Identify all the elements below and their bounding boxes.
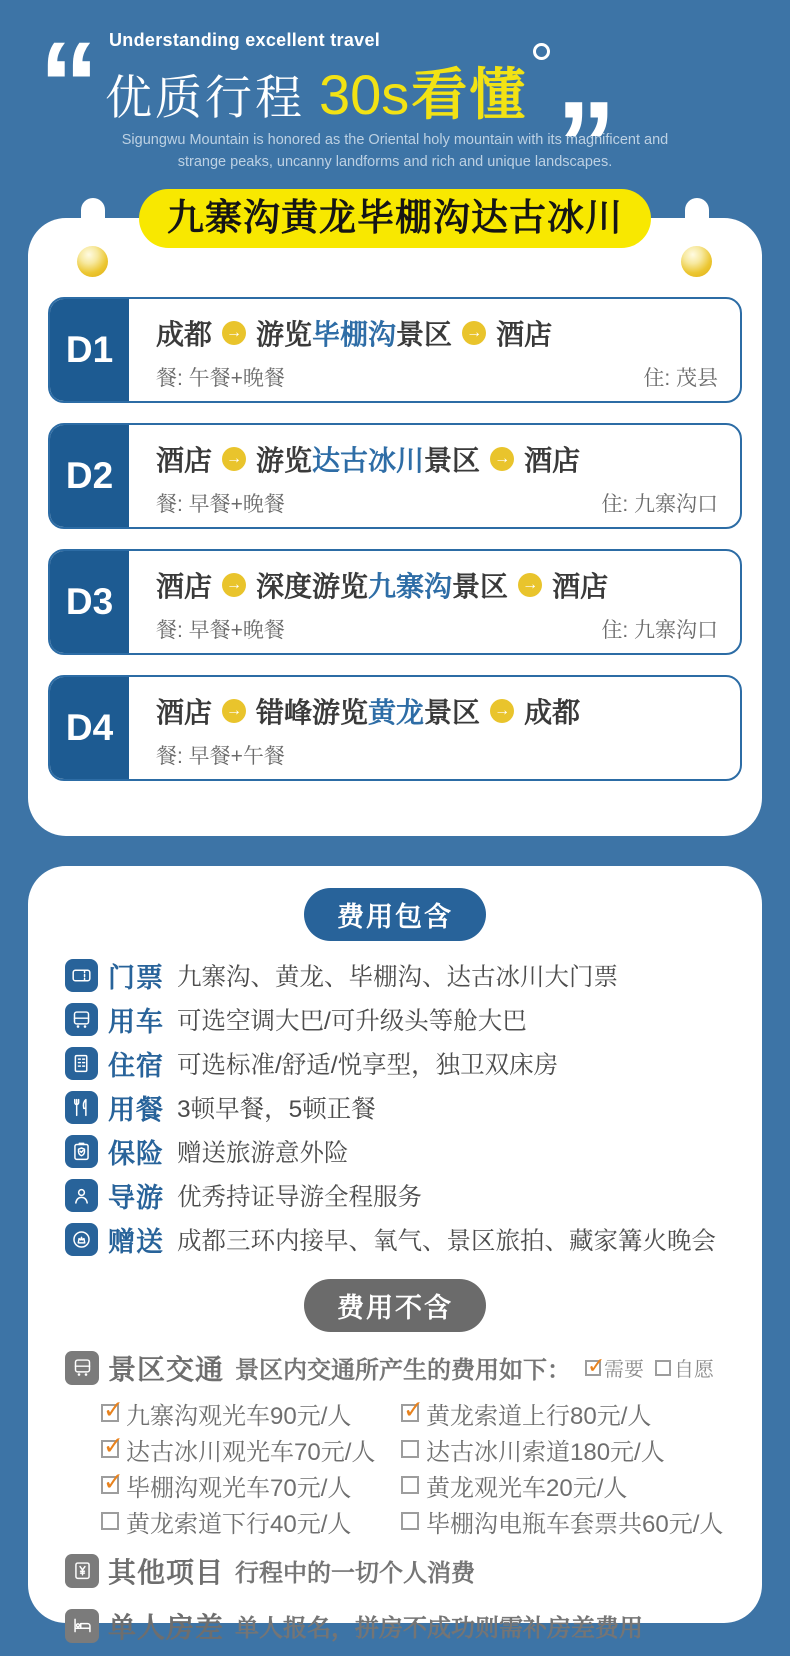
route-arrow-icon: → bbox=[518, 573, 542, 597]
route-highlight: 达古冰川 bbox=[312, 444, 425, 476]
checkbox-legend bbox=[579, 1353, 714, 1382]
fee-desc: 优秀持证导游全程服务 bbox=[177, 1184, 422, 1212]
day-route bbox=[156, 691, 718, 731]
day-list bbox=[48, 297, 742, 781]
route-highlight: 黄龙 bbox=[368, 696, 425, 728]
day-card-d4 bbox=[48, 675, 742, 781]
checkbox[interactable] bbox=[655, 1360, 671, 1376]
route-arrow-icon: → bbox=[222, 573, 246, 597]
day-route bbox=[156, 439, 718, 479]
route-text: 景区 bbox=[452, 570, 509, 602]
checkbox[interactable] bbox=[401, 1512, 419, 1530]
route-text: 酒店 bbox=[156, 570, 213, 602]
route-text: 酒店 bbox=[524, 444, 581, 476]
transport-option[interactable] bbox=[401, 1471, 762, 1500]
fee-row bbox=[65, 1086, 762, 1130]
transport-option[interactable] bbox=[101, 1471, 401, 1500]
route-text: 景区 bbox=[396, 318, 453, 350]
transport-option-label: 黄龙索道下行40元/人 bbox=[126, 1510, 352, 1538]
route-text: 成都 bbox=[156, 318, 213, 350]
day-body bbox=[129, 551, 740, 653]
fee-label: 保险 bbox=[108, 1139, 164, 1170]
bed-icon bbox=[65, 1609, 99, 1643]
checkbox[interactable] bbox=[401, 1440, 419, 1458]
transport-option[interactable] bbox=[401, 1507, 762, 1536]
fee-row bbox=[65, 1218, 762, 1262]
hanger-ball bbox=[77, 246, 108, 277]
route-arrow-icon: → bbox=[222, 321, 246, 345]
fees-included-list bbox=[28, 941, 762, 1262]
bus-icon bbox=[65, 1003, 98, 1036]
route-text: 游览 bbox=[256, 444, 313, 476]
fee-label: 用车 bbox=[108, 1007, 164, 1038]
day-card-d2 bbox=[48, 423, 742, 529]
excluded-fee-desc: 单人报名，拼房不成功则需补房差费用 bbox=[235, 1615, 644, 1643]
fee-row bbox=[65, 1042, 762, 1086]
day-meals: 餐: 早餐+晚餐 bbox=[156, 618, 285, 642]
fee-label: 门票 bbox=[108, 963, 164, 994]
checkbox-checked[interactable] bbox=[401, 1404, 419, 1422]
fees-included-header: 费用包含 bbox=[304, 888, 486, 941]
day-body bbox=[129, 677, 740, 779]
guide-icon bbox=[65, 1179, 98, 1212]
hotel-icon bbox=[65, 1047, 98, 1080]
checkbox[interactable] bbox=[401, 1476, 419, 1494]
fee-label: 赠送 bbox=[108, 1227, 164, 1258]
scenic-transport-label: 景区交通 bbox=[108, 1353, 225, 1385]
day-meta bbox=[156, 740, 718, 770]
subtitle-line2: strange peaks, uncanny landforms and rich and unique landscapes. bbox=[177, 154, 613, 171]
subtitle-line1: Sigungwu Mountain is honored as the Oriental holy mountain with its magnificent and bbox=[121, 132, 669, 148]
day-badge: D1 bbox=[50, 299, 129, 401]
route-arrow-icon: → bbox=[462, 321, 486, 345]
fee-desc: 成都三环内接早、氧气、景区旅拍、藏家篝火晚会 bbox=[177, 1228, 716, 1256]
fee-row bbox=[65, 1174, 762, 1218]
excluded-fee-desc: 行程中的一切个人消费 bbox=[235, 1560, 476, 1588]
fee-desc: 九寨沟、黄龙、毕棚沟、达古冰川大门票 bbox=[177, 964, 618, 992]
excluded-fee-label: 其他项目 bbox=[108, 1556, 225, 1588]
checkbox-checked[interactable] bbox=[101, 1404, 119, 1422]
route-text: 错峰游览 bbox=[256, 696, 369, 728]
legend-label: 自愿 bbox=[674, 1359, 715, 1382]
day-meta bbox=[156, 614, 718, 644]
transport-options-grid bbox=[28, 1388, 762, 1536]
fee-desc: 可选空调大巴/可升级头等舱大巴 bbox=[177, 1008, 527, 1036]
scenic-transport-desc: 景区内交通所产生的费用如下： bbox=[235, 1357, 572, 1385]
transport-option[interactable] bbox=[101, 1507, 401, 1536]
route-arrow-icon: → bbox=[222, 699, 246, 723]
fee-label: 住宿 bbox=[108, 1051, 164, 1082]
itinerary-card bbox=[28, 218, 762, 836]
route-text: 成都 bbox=[524, 696, 581, 728]
checkbox-checked[interactable] bbox=[101, 1476, 119, 1494]
route-text: 景区 bbox=[424, 444, 481, 476]
transport-option[interactable] bbox=[401, 1399, 762, 1428]
fee-desc: 赠送旅游意外险 bbox=[177, 1140, 349, 1168]
fee-label: 用餐 bbox=[108, 1095, 164, 1126]
other-fees-list bbox=[28, 1551, 762, 1656]
transport-option-label: 黄龙索道上行80元/人 bbox=[426, 1402, 652, 1430]
checkbox[interactable] bbox=[101, 1512, 119, 1530]
excluded-fee-row bbox=[28, 1606, 762, 1646]
transport-option[interactable] bbox=[101, 1435, 401, 1464]
day-stay: 住: 九寨沟口 bbox=[601, 618, 718, 642]
day-card-d3 bbox=[48, 549, 742, 655]
eyebrow-text: Understanding excellent travel bbox=[109, 30, 381, 50]
legend-label: 需要 bbox=[604, 1359, 645, 1382]
route-text: 酒店 bbox=[496, 318, 553, 350]
page-title bbox=[105, 51, 685, 126]
route-arrow-icon: → bbox=[490, 447, 514, 471]
route-arrow-icon: → bbox=[490, 699, 514, 723]
day-stay: 住: 茂县 bbox=[643, 366, 718, 390]
fees-card bbox=[28, 866, 762, 1643]
hero-subtitle bbox=[45, 129, 745, 174]
day-meals: 餐: 早餐+午餐 bbox=[156, 744, 285, 768]
day-badge: D2 bbox=[50, 425, 129, 527]
excluded-fee-label: 单人房差 bbox=[108, 1611, 225, 1643]
checkbox-checked[interactable] bbox=[585, 1360, 601, 1376]
degree-mark-icon bbox=[533, 43, 550, 60]
hanger-ball bbox=[681, 246, 712, 277]
transport-option-label: 达古冰川索道180元/人 bbox=[426, 1438, 665, 1466]
route-text: 酒店 bbox=[552, 570, 609, 602]
route-highlight: 九寨沟 bbox=[368, 570, 453, 602]
route-text: 酒店 bbox=[156, 444, 213, 476]
bus-icon bbox=[65, 1351, 99, 1385]
transport-option-label: 黄龙观光车20元/人 bbox=[426, 1474, 628, 1502]
excluded-fee-row bbox=[28, 1551, 762, 1591]
route-text: 游览 bbox=[256, 318, 313, 350]
transport-option-label: 九寨沟观光车90元/人 bbox=[126, 1402, 352, 1430]
transport-option-label: 毕棚沟电瓶车套票共60元/人 bbox=[426, 1510, 724, 1538]
route-arrow-icon: → bbox=[222, 447, 246, 471]
gift-icon bbox=[65, 1223, 98, 1256]
day-badge: D4 bbox=[50, 677, 129, 779]
day-meals: 餐: 早餐+晚餐 bbox=[156, 492, 285, 516]
fee-row bbox=[65, 954, 762, 998]
route-highlight: 毕棚沟 bbox=[312, 318, 397, 350]
scenic-transport-row bbox=[28, 1348, 762, 1388]
title-kandong: 看懂 bbox=[411, 63, 528, 126]
title-30s: 30s bbox=[319, 63, 410, 126]
day-card-d1 bbox=[48, 297, 742, 403]
legend-item bbox=[655, 1353, 714, 1382]
fee-desc: 3顿早餐，5顿正餐 bbox=[177, 1096, 376, 1124]
transport-option-label: 达古冰川观光车70元/人 bbox=[126, 1438, 376, 1466]
close-quote-icon bbox=[556, 84, 616, 140]
day-route bbox=[156, 565, 718, 605]
route-text: 酒店 bbox=[156, 696, 213, 728]
day-stay: 住: 九寨沟口 bbox=[601, 492, 718, 516]
checkbox-checked[interactable] bbox=[101, 1440, 119, 1458]
day-meta bbox=[156, 488, 718, 518]
route-title-banner: 九寨沟黄龙毕棚沟达古冰川 bbox=[139, 189, 651, 248]
meal-icon bbox=[65, 1091, 98, 1124]
fee-label: 导游 bbox=[108, 1183, 164, 1214]
open-quote-icon: “ bbox=[39, 24, 99, 94]
fee-desc: 可选标准/舒适/悦享型，独卫双床房 bbox=[177, 1052, 559, 1080]
day-meta bbox=[156, 362, 718, 392]
day-body bbox=[129, 299, 740, 401]
day-meals: 餐: 午餐+晚餐 bbox=[156, 366, 285, 390]
route-text: 景区 bbox=[424, 696, 481, 728]
transport-option-label: 毕棚沟观光车70元/人 bbox=[126, 1474, 352, 1502]
ticket-icon bbox=[65, 959, 98, 992]
day-route bbox=[156, 313, 718, 353]
day-body bbox=[129, 425, 740, 527]
insurance-icon bbox=[65, 1135, 98, 1168]
transport-option[interactable] bbox=[101, 1399, 401, 1428]
transport-option[interactable] bbox=[401, 1435, 762, 1464]
hero-header bbox=[0, 0, 790, 174]
route-text: 深度游览 bbox=[256, 570, 369, 602]
fees-excluded-header: 费用不含 bbox=[304, 1279, 486, 1332]
legend-item bbox=[585, 1353, 644, 1382]
fee-row bbox=[65, 1130, 762, 1174]
day-badge: D3 bbox=[50, 551, 129, 653]
yuan-icon bbox=[65, 1554, 99, 1588]
fee-row bbox=[65, 998, 762, 1042]
title-cn: 优质行程 bbox=[105, 71, 305, 124]
